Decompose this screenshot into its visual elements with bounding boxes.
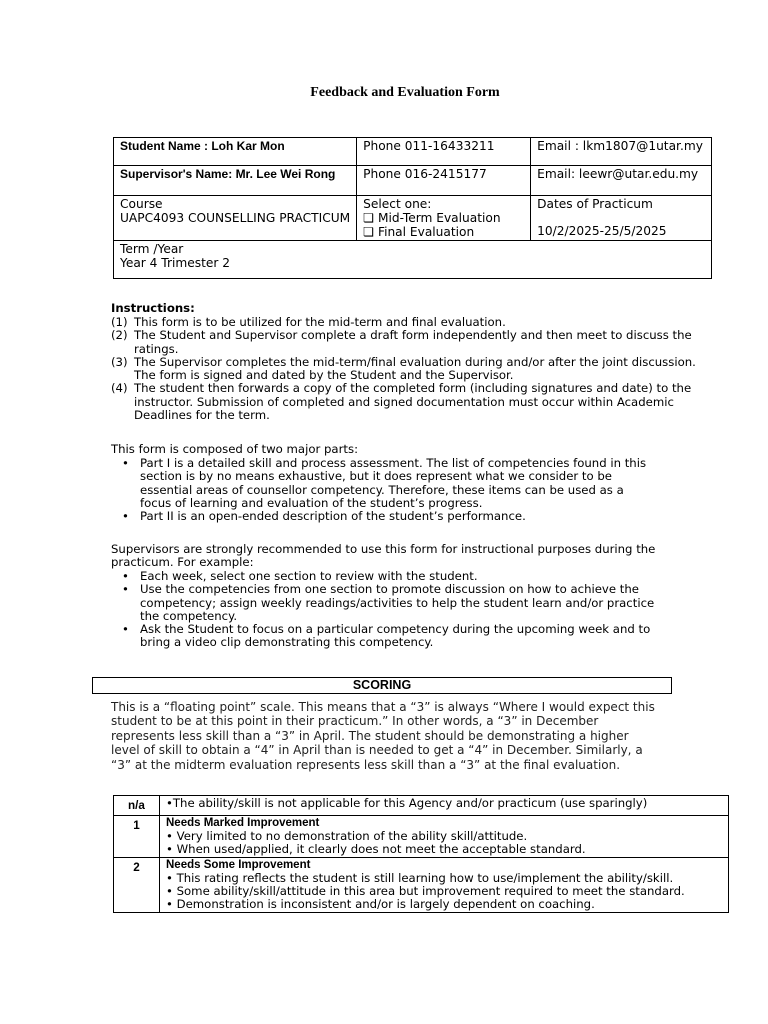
table-row: [114, 858, 729, 913]
term-cell: [114, 241, 712, 279]
instruction-item: (2) The Student and Supervisor complete a draft form independently and then meet to discuss the ratings.: [111, 328, 692, 356]
course-value: UAPC4093 COUNSELLING PRACTICUM: [120, 211, 351, 225]
recommend-intro: Supervisors are strongly recommended to use this form for instructional purposes during the practicum. For example:: [111, 542, 656, 570]
list-item: • Ask the Student to focus on a particular competency during the upcoming week and to bring a video clip demonstrating this competency.: [111, 623, 656, 650]
evaluation-select-cell: [357, 196, 531, 241]
scoring-heading: SCORING: [92, 677, 672, 694]
student-phone: Phone 011-16433211: [357, 138, 531, 166]
score-code: 2: [114, 858, 160, 913]
student-name: Student Name : Loh Kar Mon: [114, 138, 357, 166]
table-row: [114, 796, 729, 816]
score-desc: •The ability/skill is not applicable for this Agency and/or practicum (use sparingly): [160, 796, 729, 816]
scoring-table: [113, 795, 729, 913]
list-item: • Part I is a detailed skill and process assessment. The list of competencies found in this section is by no means exhaustive, but it does represent what we consider to be essential areas of counsellor competency. Therefore, these items can be used as a focus of learning and evaluation of the student’s progress.: [111, 457, 651, 510]
instructions-list: [111, 316, 711, 422]
supervisor-email: Email: leewr@utar.edu.my: [531, 166, 712, 196]
dates-value: 10/2/2025-25/5/2025: [537, 224, 667, 238]
parts-list: [111, 457, 651, 523]
list-item: • Use the competencies from one section to promote discussion on how to achieve the competency; assign weekly readings/activities to help the student learn and/or practice the competency.: [111, 583, 656, 623]
final-evaluation-option[interactable]: ❏ Final Evaluation: [363, 225, 475, 239]
score-desc: Needs Marked Improvement • Very limited to no demonstration of the ability skill/attitude. • When used/applied, it clearly does not meet the acceptable standard.: [160, 816, 729, 858]
student-info-table: [113, 137, 712, 279]
course-cell: [114, 196, 357, 241]
dates-label: Dates of Practicum: [537, 197, 653, 211]
term-value: Year 4 Trimester 2: [120, 256, 230, 270]
table-row: [114, 816, 729, 858]
list-item: • Part II is an open-ended description of the student’s performance.: [111, 510, 651, 523]
student-email: Email : lkm1807@1utar.my: [531, 138, 712, 166]
page-title: Feedback and Evaluation Form: [310, 85, 500, 100]
supervisor-name: Supervisor's Name: Mr. Lee Wei Rong: [114, 166, 357, 196]
dates-cell: [531, 196, 712, 241]
recommend-list: [111, 570, 656, 650]
midterm-evaluation-option[interactable]: ❏ Mid-Term Evaluation: [363, 211, 501, 225]
supervisor-phone: Phone 016-2415177: [357, 166, 531, 196]
select-label: Select one:: [363, 197, 432, 211]
course-label: Course: [120, 197, 163, 211]
scoring-description: This is a “floating point” scale. This means that a “3” is always “Where I would expect this student to be at this point in their practicum.” In other words, a “3” in December represents less skill than a “3” in April. The student should be demonstrating a higher level of skill to obtain a “4” in April than is needed to get a “4” in December. Similarly, a “3” at the midterm evaluation represents less skill than a “3” at the final evaluation.: [111, 700, 655, 772]
instruction-item: (1) This form is to be utilized for the mid-term and final evaluation.: [111, 315, 506, 329]
score-code: n/a: [114, 796, 160, 816]
score-desc: Needs Some Improvement • This rating reflects the student is still learning how to use/implement the ability/skill. • Some ability/skill/attitude in this area but improvement required to meet the standard. • Demonstration is inconsistent and/or is largely dependent on coaching.: [160, 858, 729, 913]
list-item: • Each week, select one section to review with the student.: [111, 570, 656, 583]
instructions-heading: Instructions:: [111, 301, 195, 315]
parts-intro: This form is composed of two major parts:: [111, 442, 359, 456]
instruction-item: (4) The student then forwards a copy of the completed form (including signatures and date) to the instructor. Submission of completed and signed documentation must occur within Academic Deadlines for the term.: [111, 381, 692, 423]
score-code: 1: [114, 816, 160, 858]
term-label: Term /Year: [120, 242, 184, 256]
instruction-item: (3) The Supervisor completes the mid-term/final evaluation during and/or after the joint discussion. The form is signed and dated by the Student and the Supervisor.: [111, 354, 696, 383]
